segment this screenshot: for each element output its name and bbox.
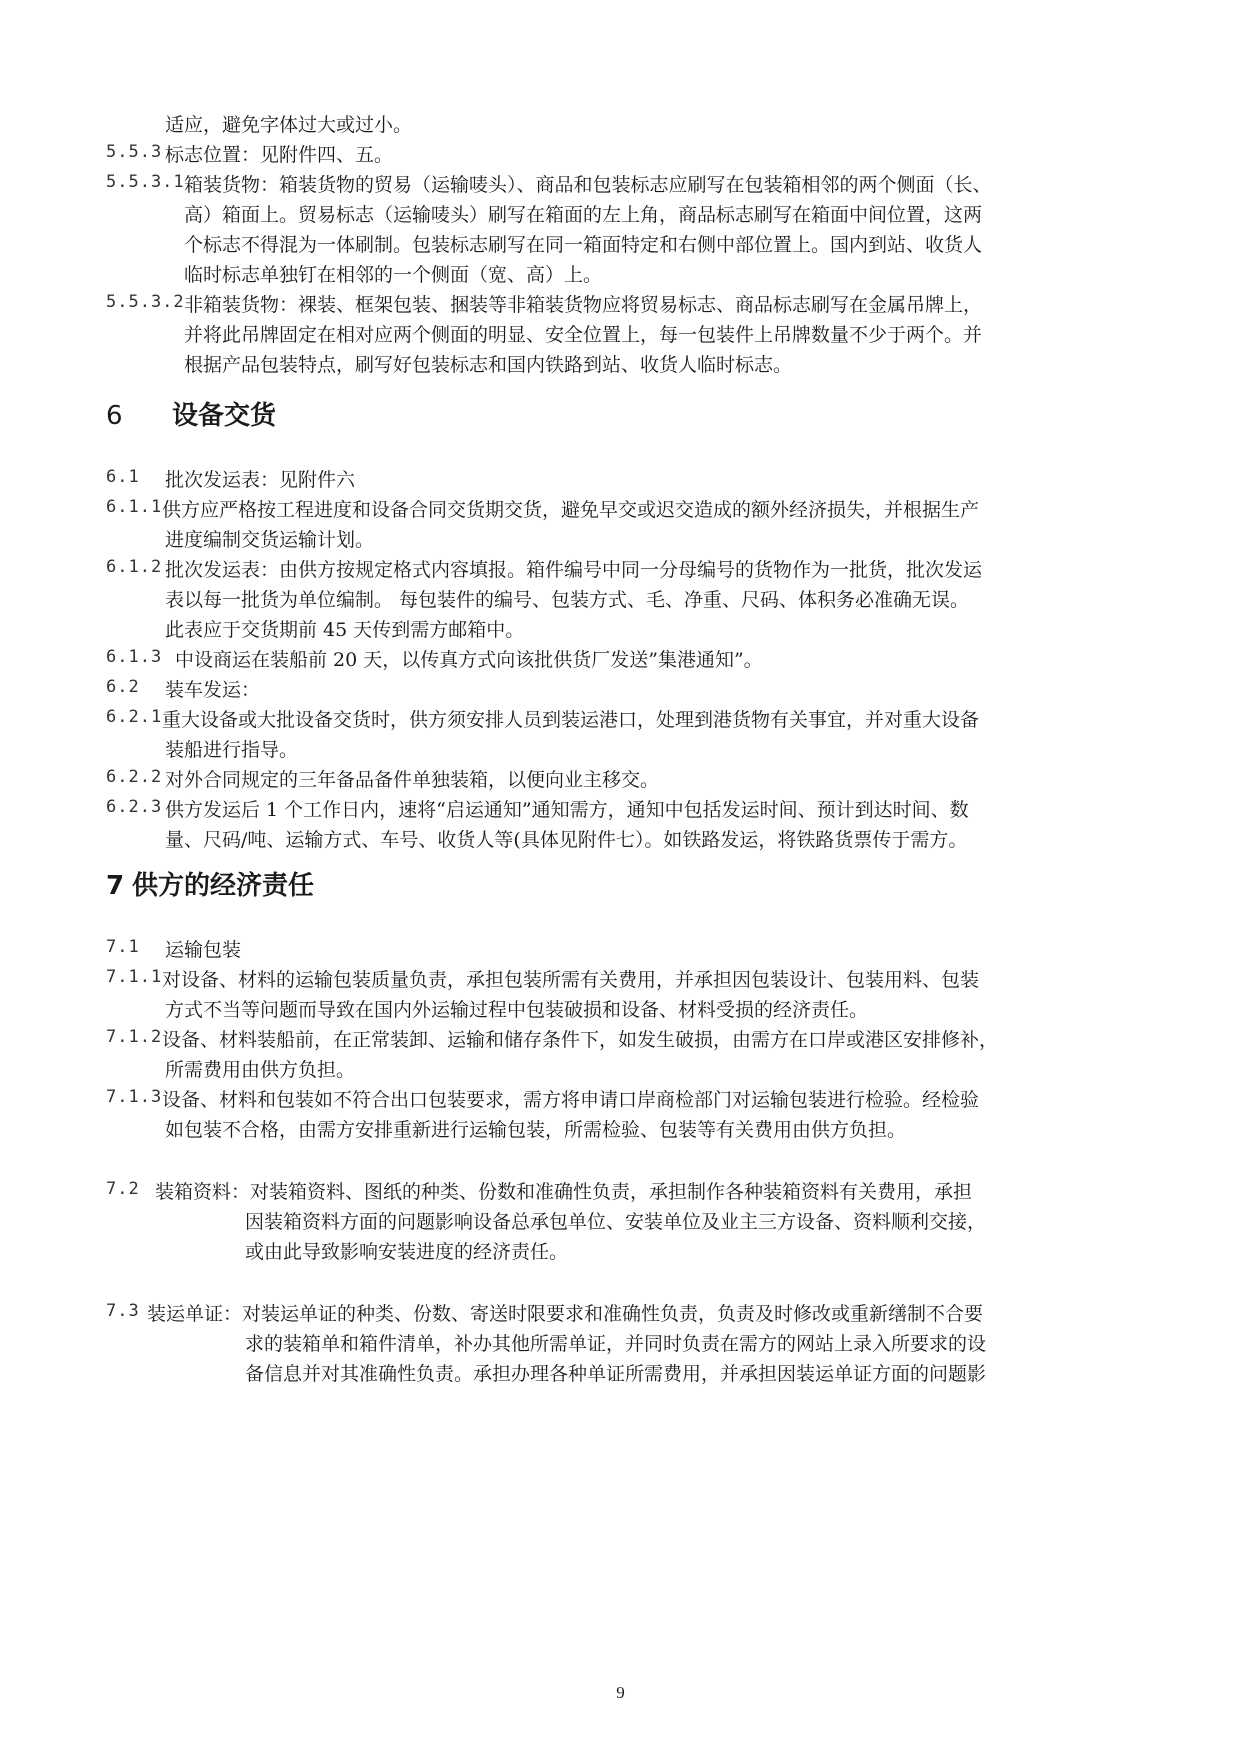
section-heading-number: 7 [106, 871, 125, 901]
text-line: 非箱装货物：裸装、框架包装、捆装等非箱装货物应将贸易标志、商品标志刷写在金属吊牌上， [184, 294, 983, 316]
clause-number: 7.2 [106, 1179, 140, 1199]
text-line: 对外合同规定的三年备品备件单独装箱，以便向业主移交。 [165, 769, 660, 791]
clause-number: 6.1.1 [106, 497, 163, 517]
text-line: 如包装不合格，由需方安排重新进行运输包装，所需检验、包装等有关费用由供方负担。 [165, 1119, 907, 1141]
page-number: 9 [616, 1683, 625, 1702]
clause-number: 6.1.3 [106, 647, 163, 667]
text-line: 个标志不得混为一体刷制。包装标志刷写在同一箱面特定和右侧中部位置上。国内到站、收货人 [184, 234, 983, 256]
text-line: 供方应严格按工程进度和设备合同交货期交货，避免早交或迟交造成的额外经济损失，并根据生产 [162, 499, 980, 521]
text-line: 标志位置：见附件四、五。 [165, 144, 394, 166]
text-line: 所需费用由供方负担。 [165, 1059, 356, 1081]
text-line: 中设商运在装船前 20 天，以传真方式向该批供货厂发送”集港通知”。 [175, 649, 763, 671]
section-heading: 供方的经济责任 [132, 871, 315, 901]
text-line: 装箱资料：对装箱资料、图纸的种类、份数和准确性负责，承担制作各种装箱资料有关费用，承担 [155, 1181, 973, 1203]
text-line: 装船进行指导。 [165, 739, 299, 761]
text-line: 并将此吊牌固定在相对应两个侧面的明显、安全位置上，每一包装件上吊牌数量不少于两个。并 [184, 324, 983, 346]
text-line: 箱装货物：箱装货物的贸易（运输唛头）、商品和包装标志应刷写在包装箱相邻的两个侧面（长、 [184, 174, 992, 196]
text-line: 求的装箱单和箱件清单，补办其他所需单证，并同时负责在需方的网站上录入所要求的设 [245, 1333, 987, 1355]
text-line: 批次发运表：由供方按规定格式内容填报。箱件编号中同一分母编号的货物作为一批货，批次发运 [165, 559, 983, 581]
text-line: 重大设备或大批设备交货时，供方须安排人员到装运港口，处理到港货物有关事宜，并对重大设备 [162, 709, 980, 731]
clause-number: 5.5.3.2 [106, 292, 185, 312]
clause-number: 5.5.3.1 [106, 172, 185, 192]
text-line: 方式不当等问题而导致在国内外运输过程中包装破损和设备、材料受损的经济责任。 [165, 999, 869, 1021]
text-line: 供方发运后 1 个工作日内，速将“启运通知”通知需方，通知中包括发运时间、预计到达时间、数 [165, 799, 969, 821]
section-heading-number: 6 [106, 401, 123, 431]
text-line: 适应，避免字体过大或过小。 [165, 114, 413, 136]
text-line: 运输包装 [165, 939, 242, 961]
clause-number: 5.5.3 [106, 142, 163, 162]
clause-number: 6.2 [106, 677, 140, 697]
text-line: 批次发运表：见附件六 [165, 469, 356, 491]
clause-number: 7.1 [106, 937, 140, 957]
text-line: 或由此导致影响安装进度的经济责任。 [245, 1241, 569, 1263]
clause-number: 6.2.2 [106, 767, 163, 787]
text-line: 备信息并对其准确性负责。承担办理各种单证所需费用，并承担因装运单证方面的问题影 [245, 1363, 987, 1385]
text-line: 因装箱资料方面的问题影响设备总承包单位、安装单位及业主三方设备、资料顺利交接， [245, 1211, 987, 1233]
text-line: 根据产品包装特点，刷写好包装标志和国内铁路到站、收货人临时标志。 [184, 354, 793, 376]
clause-number: 7.1.3 [106, 1087, 163, 1107]
text-line: 此表应于交货期前 45 天传到需方邮箱中。 [165, 619, 525, 641]
text-line: 设备、材料装船前，在正常装卸、运输和储存条件下，如发生破损，由需方在口岸或港区安排修补， [162, 1029, 999, 1051]
text-line: 设备、材料和包装如不符合出口包装要求，需方将申请口岸商检部门对运输包装进行检验。经检验 [162, 1089, 980, 1111]
text-line: 表以每一批货为单位编制。 每包装件的编号、包装方式、毛、净重、尺码、体积务必准确无误。 [165, 589, 970, 611]
text-line: 量、尺码/吨、运输方式、车号、收货人等(具体见附件七）。如铁路发运，将铁路货票传于需方。 [165, 829, 968, 851]
clause-number: 7.3 [106, 1301, 140, 1321]
section-heading: 设备交货 [172, 401, 277, 431]
text-line: 高）箱面上。贸易标志（运输唛头）刷写在箱面的左上角，商品标志刷写在箱面中间位置，这两 [184, 204, 983, 226]
clause-number: 6.2.1 [106, 707, 163, 727]
text-line: 装车发运： [165, 679, 261, 701]
clause-number: 6.1 [106, 467, 140, 487]
clause-number: 7.1.1 [106, 967, 163, 987]
clause-number: 6.1.2 [106, 557, 163, 577]
text-line: 进度编制交货运输计划。 [165, 529, 375, 551]
clause-number: 6.2.3 [106, 797, 163, 817]
text-line: 临时标志单独钉在相邻的一个侧面（宽、高）上。 [184, 264, 603, 286]
text-line: 装运单证：对装运单证的种类、份数、寄送时限要求和准确性负责，负责及时修改或重新缮制不合要 [147, 1303, 984, 1325]
clause-number: 7.1.2 [106, 1027, 163, 1047]
text-line: 对设备、材料的运输包装质量负责，承担包装所需有关费用，并承担因包装设计、包装用料、包装 [162, 969, 980, 991]
